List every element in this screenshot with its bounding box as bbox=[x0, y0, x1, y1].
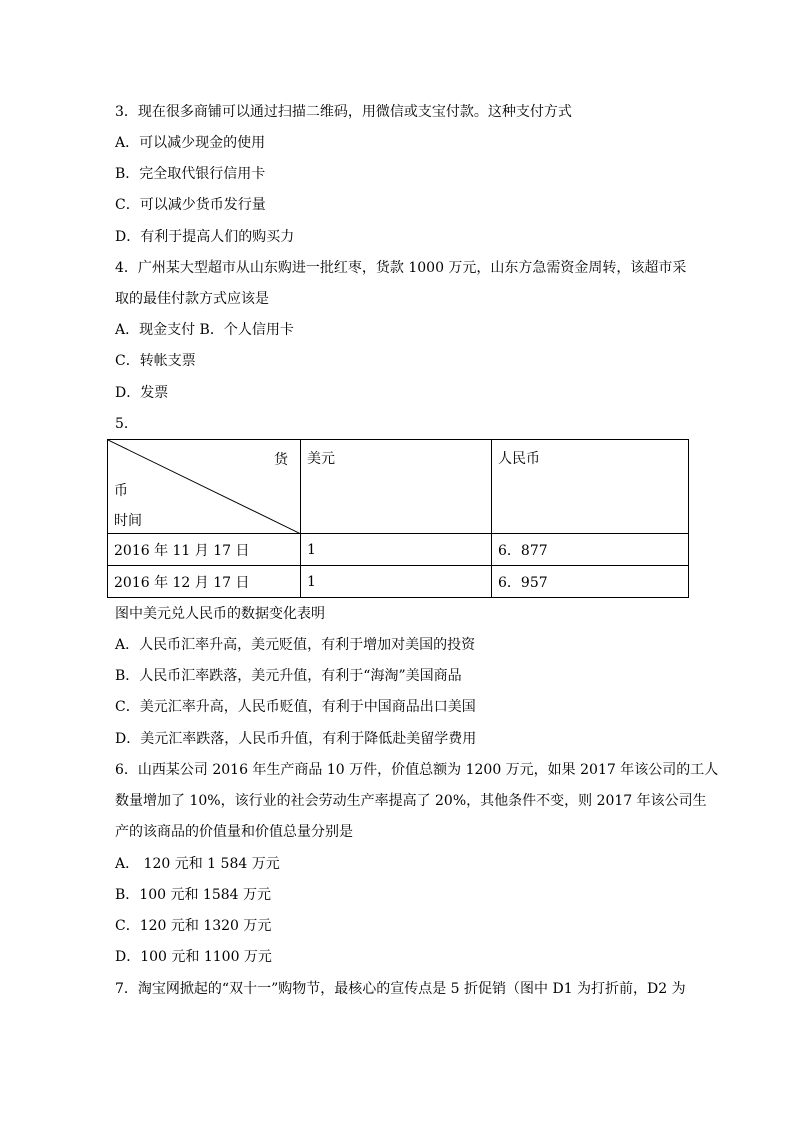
q3-option-b: B．完全取代银行信用卡 bbox=[115, 166, 266, 182]
row-usd: 1 bbox=[301, 534, 492, 566]
q3-stem: 3．现在很多商铺可以通过扫描二维码，用微信或支宝付款。这种支付方式 bbox=[115, 104, 572, 120]
q4-stem-line1: 4．广州某大型超市从山东购进一批红枣，货款 1000 万元，山东方急需资金周转，该超市采 bbox=[115, 260, 687, 276]
corner-label-bottom: 时间 bbox=[114, 513, 142, 529]
row-rmb: 6．877 bbox=[492, 534, 689, 566]
q5-option-a: A．人民币汇率升高，美元贬值，有利于增加对美国的投资 bbox=[115, 637, 476, 653]
row-usd: 1 bbox=[301, 566, 492, 598]
q3-option-d: D．有利于提高人们的购买力 bbox=[115, 229, 295, 245]
q6-option-b: B．100 元和 1584 万元 bbox=[115, 887, 271, 903]
q4-option-c: C．转帐支票 bbox=[115, 353, 196, 369]
q3-option-c: C．可以减少货币发行量 bbox=[115, 197, 266, 213]
q6-option-d: D．100 元和 1100 万元 bbox=[115, 949, 272, 965]
table-header-row bbox=[108, 440, 689, 534]
table-row bbox=[108, 534, 689, 566]
row-date: 2016 年 12 月 17 日 bbox=[108, 566, 301, 598]
column-header-usd: 美元 bbox=[301, 440, 492, 534]
q5-option-b: B．人民币汇率跌落，美元升值，有利于“海淘”美国商品 bbox=[115, 668, 462, 684]
q6-stem-line1: 6．山西某公司 2016 年生产商品 10 万件，价值总额为 1200 万元，如果 2017 年该公司的工人 bbox=[115, 762, 719, 778]
q3-option-a: A．可以减少现金的使用 bbox=[115, 135, 266, 151]
q4-option-ab: A．现金支付 B．个人信用卡 bbox=[115, 322, 294, 338]
q4-stem-line2: 取的最佳付款方式应该是 bbox=[115, 291, 269, 307]
q5-option-c: C．美元汇率升高，人民币贬值，有利于中国商品出口美国 bbox=[115, 699, 476, 715]
q6-option-c: C．120 元和 1320 万元 bbox=[115, 918, 272, 934]
q6-stem-line3: 产的该商品的价值量和价值总量分别是 bbox=[115, 824, 353, 840]
corner-label-top: 货 bbox=[274, 452, 288, 468]
row-rmb: 6．957 bbox=[492, 566, 689, 598]
column-header-rmb: 人民币 bbox=[492, 440, 689, 534]
row-date: 2016 年 11 月 17 日 bbox=[108, 534, 301, 566]
table-row bbox=[108, 566, 689, 598]
q5-stem: 图中美元兑人民币的数据变化表明 bbox=[115, 606, 325, 622]
corner-label-mid: 币 bbox=[114, 483, 128, 499]
q5-option-d: D．美元汇率跌落，人民币升值，有利于降低赴美留学费用 bbox=[115, 731, 477, 747]
table-corner-cell bbox=[108, 440, 301, 534]
exchange-rate-table bbox=[107, 439, 689, 598]
q4-option-d: D．发票 bbox=[115, 385, 169, 401]
q6-stem-line2: 数量增加了 10%，该行业的社会劳动生产率提高了 20%，其他条件不变，则 2017 年该公司生 bbox=[115, 793, 707, 809]
q5-number: 5． bbox=[115, 416, 138, 432]
q6-option-a: A． 120 元和 1 584 万元 bbox=[115, 856, 280, 872]
q7-stem-line1: 7．淘宝网掀起的“双十一”购物节，最核心的宣传点是 5 折促销（图中 D1 为打折前，D2 为 bbox=[115, 981, 686, 997]
